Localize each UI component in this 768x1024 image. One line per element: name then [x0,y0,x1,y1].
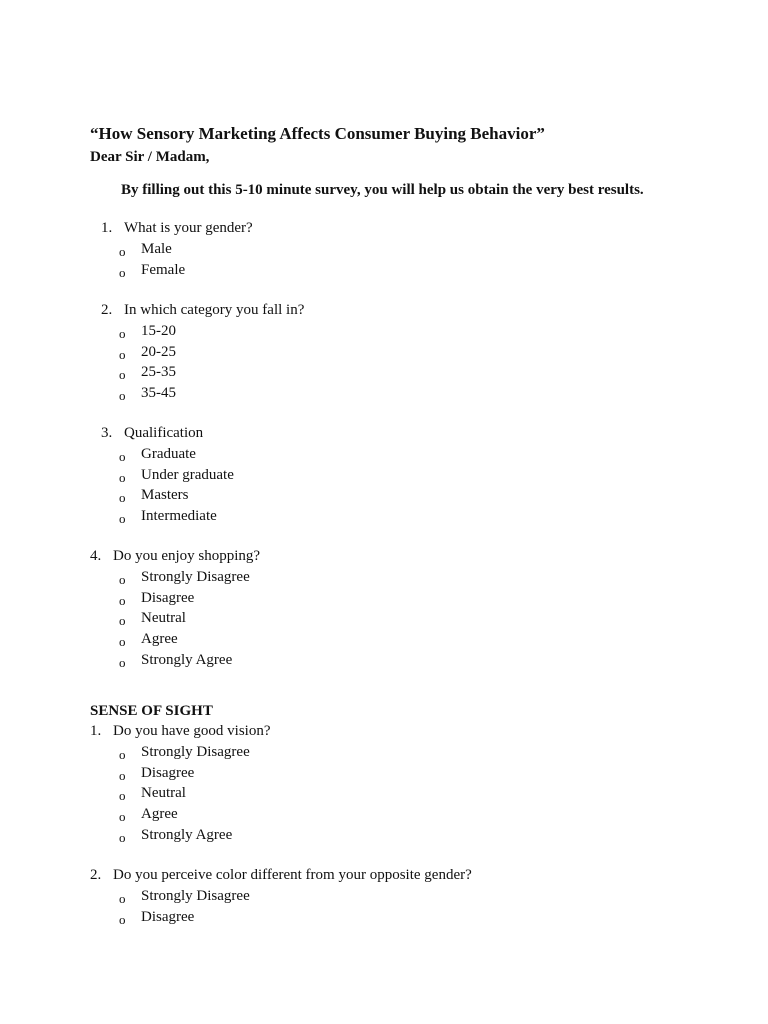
option-label: Intermediate [141,508,217,525]
bullet-icon: o [119,346,126,362]
bullet-icon: o [119,264,126,280]
option-label: Strongly Disagree [141,888,250,904]
question-number: 2. [90,867,102,883]
question-text: Do you enjoy shopping? [113,548,261,564]
bullet-icon: o [119,469,126,485]
option-label: Neutral [141,610,186,627]
question-text: Qualification [124,425,204,441]
bullet-icon: o [119,326,126,341]
bullet-icon: o [119,511,126,527]
bullet-icon: o [119,490,126,506]
option-label: 25-35 [141,364,176,381]
question-number: 3. [101,425,113,441]
survey-intro: By filling out this 5-10 minute survey, you will help us obtain the very best results. [121,182,644,198]
question-number: 2. [101,302,113,318]
bullet-icon: o [119,911,126,927]
bullet-icon: o [119,747,126,762]
option-label: Disagree [141,764,195,781]
bullet-icon: o [119,767,126,783]
bullet-icon: o [119,613,126,629]
option-label: Disagree [141,589,195,606]
option-label: 15-20 [141,323,176,339]
bullet-icon: o [119,244,126,259]
question-text: Do you perceive color different from your opposite gender? [113,867,472,883]
bullet-icon: o [119,634,126,650]
question-number: 4. [90,548,102,564]
bullet-icon: o [119,654,126,670]
option-label: Disagree [141,908,195,925]
bullet-icon: o [119,788,126,804]
bullet-icon: o [119,449,126,464]
option-label: Agree [141,806,178,823]
option-label: Strongly Disagree [141,744,250,760]
question-number: 1. [90,723,102,739]
option-label: Masters [141,487,189,504]
option-label: Neutral [141,785,186,802]
option-label: Female [141,261,186,278]
bullet-icon: o [119,388,126,404]
option-label: 35-45 [141,385,176,402]
option-label: 20-25 [141,343,176,360]
survey-title: “How Sensory Marketing Affects Consumer Buying Behavior” [90,124,545,143]
option-label: Graduate [141,446,196,462]
bullet-icon: o [119,367,126,383]
question-number: 1. [101,220,113,236]
question-text: Do you have good vision? [113,723,271,739]
salutation: Dear Sir / Madam, [90,149,210,165]
bullet-icon: o [119,809,126,825]
bullet-icon: o [119,829,126,845]
bullet-icon: o [119,592,126,608]
option-label: Under graduate [141,466,234,483]
option-label: Strongly Disagree [141,569,250,585]
section-heading-sight: SENSE OF SIGHT [90,703,213,719]
bullet-icon: o [119,891,126,906]
option-label: Strongly Agree [141,826,233,843]
question-text: In which category you fall in? [124,302,305,318]
question-text: What is your gender? [124,220,253,236]
option-label: Strongly Agree [141,651,233,668]
bullet-icon: o [119,572,126,587]
option-label: Male [141,241,172,257]
option-label: Agree [141,631,178,648]
